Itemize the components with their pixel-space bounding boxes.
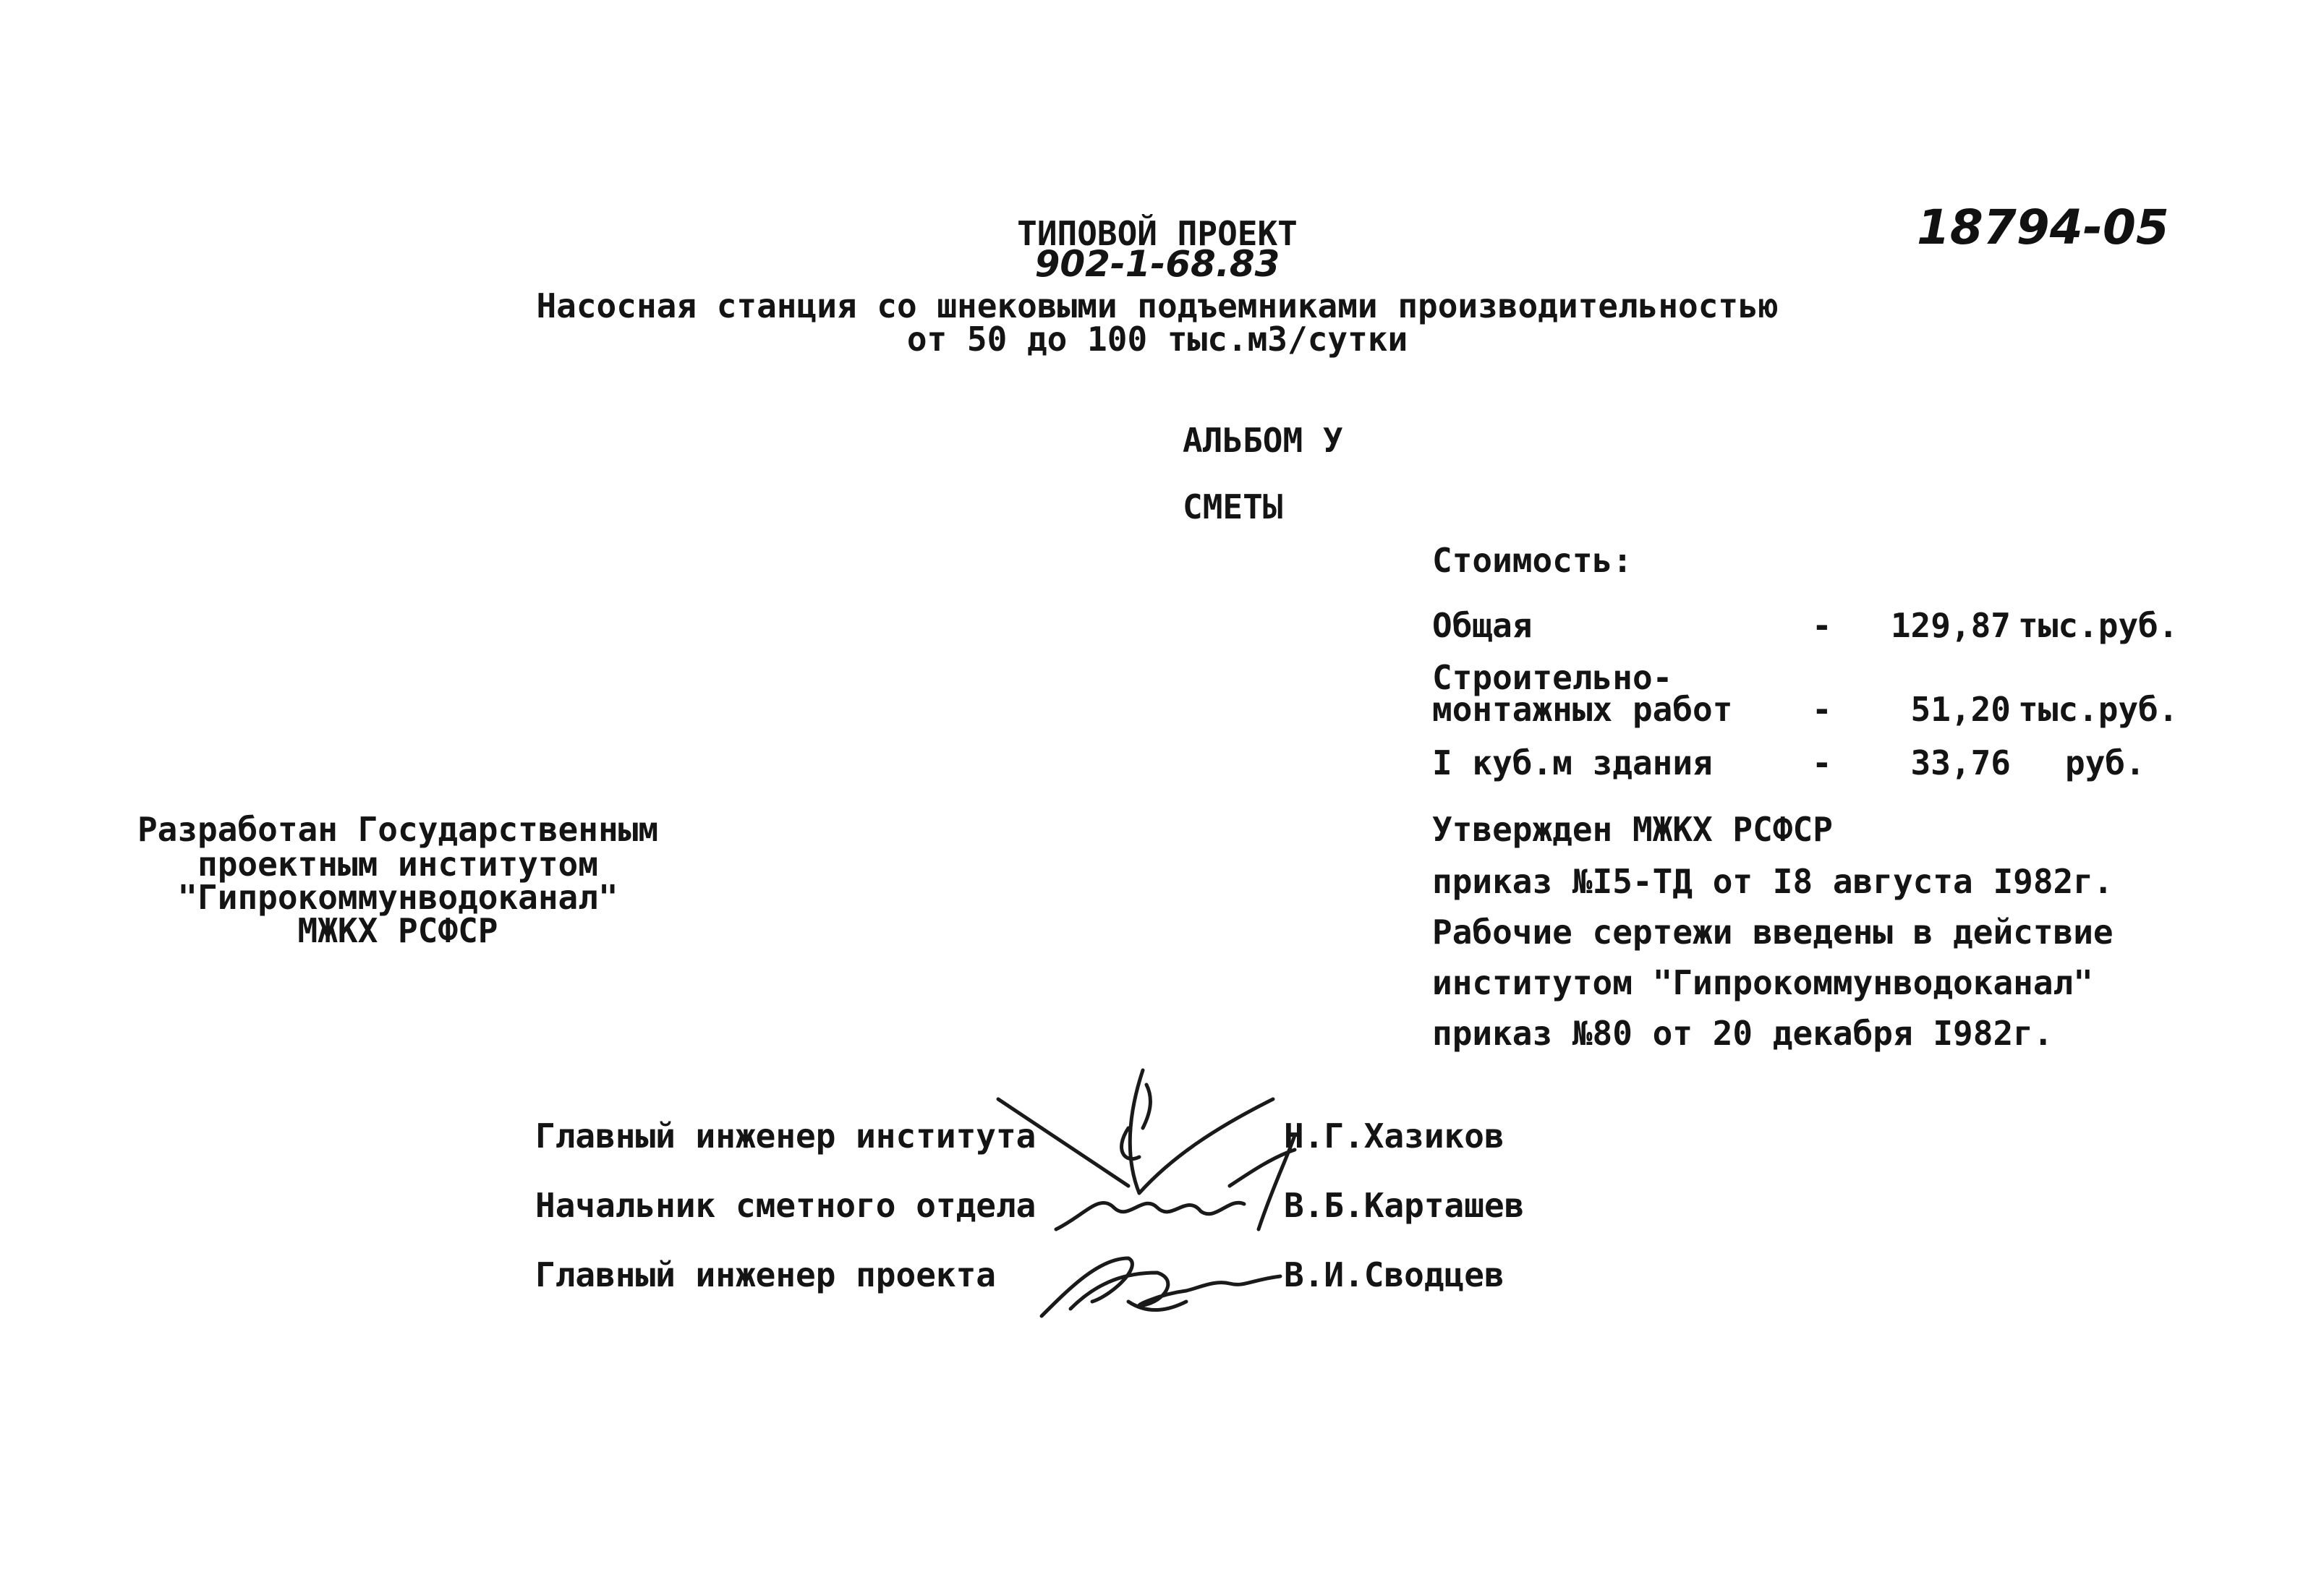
- project-description-line1: Насосная станция со шнековыми подъемниками производительностью: [536, 286, 1779, 325]
- approval-line4: институтом "Гипрокоммунводоканал": [1432, 963, 2093, 1002]
- project-title: ТИПОВОЙ ПРОЕКТ: [1017, 214, 1298, 253]
- approval-line3: Рабочие сертежи введены в действие: [1432, 913, 2114, 952]
- signature-stroke-khazikov: [998, 1070, 1273, 1193]
- cost-construction-dash: -: [1812, 690, 1832, 729]
- cost-construction-unit: тыс.руб.: [2018, 690, 2179, 729]
- project-code: 902-1-68.83: [1034, 243, 1280, 285]
- cost-general-value: 129,87: [1890, 606, 2011, 645]
- album-label: АЛЬБОМ У: [1183, 421, 1343, 460]
- approval-line1: Утвержден МЖКХ РСФСР: [1432, 810, 1833, 849]
- project-description-line2: от 50 до 100 тыс.м3/сутки: [906, 320, 1408, 359]
- signature-role-chief-engineer-institute: Главный инженер института: [535, 1116, 1037, 1156]
- cost-cubic-value: 33,76: [1910, 743, 2011, 782]
- developer-line2: проектным институтом: [197, 845, 598, 884]
- approval-line2: приказ №I5-ТД от I8 августа I982г.: [1432, 862, 2114, 901]
- section-label: СМЕТЫ: [1183, 487, 1283, 526]
- cost-general-label: Общая: [1432, 606, 1533, 645]
- cost-cubic-label: I куб.м здания: [1432, 743, 1713, 782]
- cost-cubic-unit: руб.: [2065, 743, 2145, 782]
- signature-stroke-svodtsev: [1042, 1258, 1280, 1316]
- signature-name-chief-engineer-project: В.И.Сводцев: [1284, 1255, 1504, 1294]
- developer-line3: "Гипрокоммунводоканал": [177, 878, 618, 917]
- signature-name-estimate-dept-head: В.Б.Карташев: [1284, 1186, 1525, 1225]
- document-number: 18794-05: [1917, 200, 2169, 255]
- cost-general-unit: тыс.руб.: [2018, 606, 2179, 645]
- signature-name-chief-engineer-institute: Н.Г.Хазиков: [1284, 1116, 1504, 1156]
- developer-line4: МЖКХ РСФСР: [297, 911, 498, 950]
- cost-cubic-dash: -: [1812, 743, 1832, 782]
- cost-construction-label-line1: Строительно-: [1432, 658, 1673, 697]
- cost-heading: Стоимость:: [1432, 541, 1633, 580]
- cost-construction-value: 51,20: [1910, 690, 2011, 729]
- approval-line5: приказ №80 от 20 декабря I982г.: [1432, 1014, 2053, 1053]
- signature-role-chief-engineer-project: Главный инженер проекта: [535, 1255, 996, 1294]
- developer-line1: Разработан Государственным: [137, 810, 659, 849]
- cost-general-dash: -: [1812, 606, 1832, 645]
- cost-construction-label-line2: монтажных работ: [1432, 690, 1733, 729]
- signature-role-estimate-dept-head: Начальник сметного отдела: [535, 1186, 1037, 1225]
- signature-stroke-kartashev: [1056, 1135, 1295, 1229]
